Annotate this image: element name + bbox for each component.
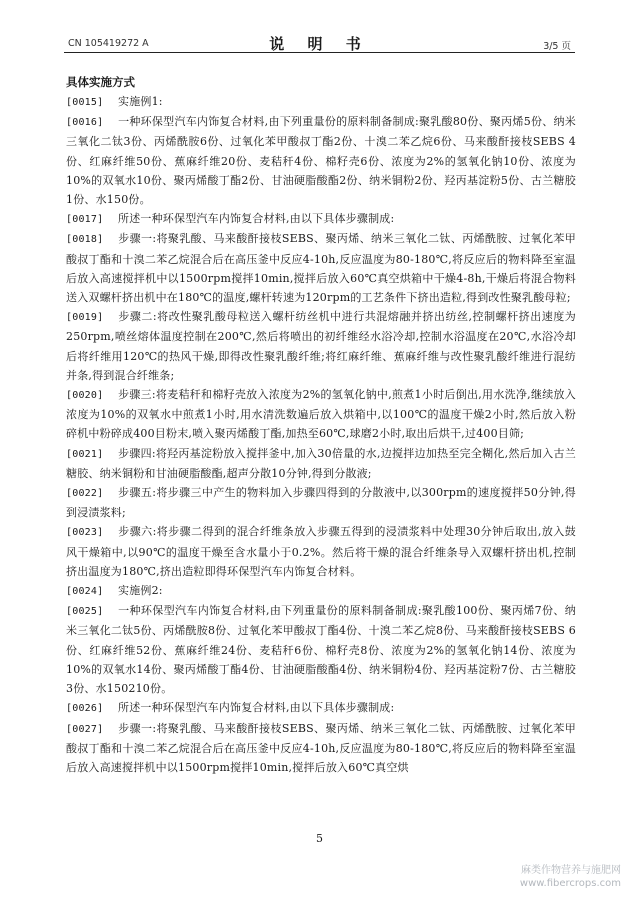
- paragraph-number: [0019]: [66, 312, 104, 324]
- paragraph-number: [0025]: [66, 606, 104, 618]
- paragraph: [66, 92, 576, 112]
- document-title: 说 明 书: [269, 35, 370, 53]
- paragraph: [66, 229, 576, 307]
- paragraph-text: 步骤四:将羟丙基淀粉放入搅拌釜中,加入30倍量的水,边搅拌边加热至完全糊化,然后加入古兰糖胶、纳米铜粉和甘油硬脂酸酯,超声分散10分钟,得到分散液;: [66, 446, 576, 480]
- page-header: [64, 30, 575, 53]
- paragraph: [66, 719, 576, 778]
- paragraph-text: 步骤一:将聚乳酸、马来酸酐接枝SEBS、聚丙烯、纳米三氧化二钛、丙烯酰胺、过氧化苯甲酸叔丁酯和十溴二苯乙烷混合后在高压釜中反应4-10h,反应温度为80-180℃,将反应后的物料降至室温后放入高速搅拌机中以1500rpm搅拌10min,搅拌后放入60℃真空烘箱中干燥4-8h,干燥后将混合物料送入双螺杆挤出机中在180℃的温度,螺杆转速为120rpm的工艺条件下挤出造粒,得到改性聚乳酸母粒;: [66, 232, 576, 305]
- paragraph-number: [0022]: [66, 488, 104, 500]
- paragraph-text: 步骤六:将步骤二得到的混合纤维条放入步骤五得到的浸渍浆料中处理30分钟后取出,放入鼓风干燥箱中,以90℃的温度干燥至含水量小于0.2%。然后将干燥的混合纤维条导入双螺杆挤出机,控制挤出温度为180℃,挤出造粒即得环保型汽车内饰复合材料。: [66, 525, 576, 578]
- paragraph: [66, 112, 576, 209]
- document-body: [66, 72, 576, 777]
- paragraph-number: [0024]: [66, 586, 104, 598]
- paragraph: [66, 444, 576, 483]
- paragraph: [66, 581, 576, 601]
- paragraph-number: [0027]: [66, 723, 104, 735]
- paragraph-text: 实施例1:: [118, 95, 163, 108]
- paragraph-text: 所述一种环保型汽车内饰复合材料,由以下具体步骤制成:: [118, 212, 395, 226]
- section-title: 具体实施方式: [66, 75, 135, 89]
- paragraph-text: 一种环保型汽车内饰复合材料,由下列重量份的原料制备制成:聚乳酸100份、聚丙烯7份、纳米三氧化二钛5份、丙烯酰胺8份、过氧化苯甲酸叔丁酯4份、十溴二苯乙烷8份、马来酸酐接枝SEBS 6份、红麻纤维52份、蕉麻纤维24份、麦秸秆6份、棉籽壳8份、浓度为2%的氢氧化钠14份、浓度为10%的双氧水14份、聚丙烯酸丁酯4份、甘油硬脂酸酯4份、纳米铜粉4份、羟丙基淀粉7份、古兰糖胶3份、水150210份。: [66, 604, 576, 696]
- paragraph-number: [0017]: [66, 214, 104, 226]
- paragraph-text: 步骤二:将改性聚乳酸母粒送入螺杆纺丝机中进行共混熔融并挤出纺丝,控制螺杆挤出速度为250rpm,喷丝熔体温度控制在200℃,然后将喷出的初纤维经水浴冷却,控制水浴温度在20℃,水浴冷却后将纤维用120℃的热风干燥,即得改性聚乳酸纤维;将红麻纤维、蕉麻纤维与改性聚乳酸纤维进行混纺并条,得到混合纤维条;: [66, 310, 576, 382]
- watermark: [520, 864, 621, 890]
- paragraph-text: 实施例2:: [118, 584, 163, 598]
- paragraph-number: [0023]: [66, 527, 104, 539]
- paragraph: [66, 698, 576, 718]
- paragraph: [66, 483, 576, 522]
- paragraph-text: 步骤一:将聚乳酸、马来酸酐接枝SEBS、聚丙烯、纳米三氧化二钛、丙烯酰胺、过氧化苯甲酸叔丁酯和十溴二苯乙烷混合后在高压釜中反应4-10h,反应温度为80-180℃,将反应后的物料降至室温后放入高速搅拌机中以1500rpm搅拌10min,搅拌后放入60℃真空烘: [66, 721, 576, 774]
- paragraph-number: [0016]: [66, 117, 104, 129]
- paragraph: [66, 522, 576, 581]
- paragraph: [66, 209, 576, 229]
- page-indicator: 3/5 页: [543, 41, 571, 52]
- watermark-url: www.fibercrops.com: [519, 878, 621, 889]
- paragraph-text: 步骤五:将步骤三中产生的物料加入步骤四得到的分散液中,以300rpm的速度搅拌50分钟,得到浸渍浆料;: [66, 486, 576, 520]
- paragraph: [66, 307, 576, 385]
- paragraph: [66, 601, 576, 698]
- paragraph-number: [0021]: [66, 448, 104, 460]
- paragraph-text: 所述一种环保型汽车内饰复合材料,由以下具体步骤制成:: [118, 701, 395, 715]
- paragraph-number: [0015]: [66, 97, 104, 108]
- page-number: 5: [316, 832, 323, 845]
- paragraph-number: [0018]: [66, 234, 104, 246]
- paragraph-number: [0026]: [66, 703, 104, 715]
- paragraph-text: 步骤三:将麦秸秆和棉籽壳放入浓度为2%的氢氧化钠中,煎煮1小时后倒出,用水洗净,继续放入浓度为10%的双氧水中煎煮1小时,用水清洗数遍后放入烘箱中,以100℃的温度干燥2小时,然后放入粉碎机中粉碎成400目粉末,喷入聚丙烯酸丁酯,加热至60℃,球磨2小时,取出后烘干,过400目筛;: [66, 388, 576, 441]
- patent-number: CN 105419272 A: [68, 38, 149, 49]
- paragraph: [66, 385, 576, 444]
- watermark-site-name: 麻类作物营养与施肥网: [521, 865, 621, 876]
- paragraph-text: 一种环保型汽车内饰复合材料,由下列重量份的原料制备制成:聚乳酸80份、聚丙烯5份、纳米三氧化二钛3份、丙烯酰胺6份、过氧化苯甲酸叔丁酯2份、十溴二苯乙烷6份、马来酸酐接枝SEBS 4份、红麻纤维50份、蕉麻纤维20份、麦秸秆4份、棉籽壳6份、浓度为2%的氢氧化钠10份、浓度为10%的双氧水10份、聚丙烯酸丁酯2份、甘油硬脂酸酯2份、纳米铜粉2份、羟丙基淀粉5份、古兰糖胶1份、水150份。: [66, 115, 576, 207]
- paragraph-number: [0020]: [66, 390, 104, 402]
- paragraph-list: [66, 92, 576, 777]
